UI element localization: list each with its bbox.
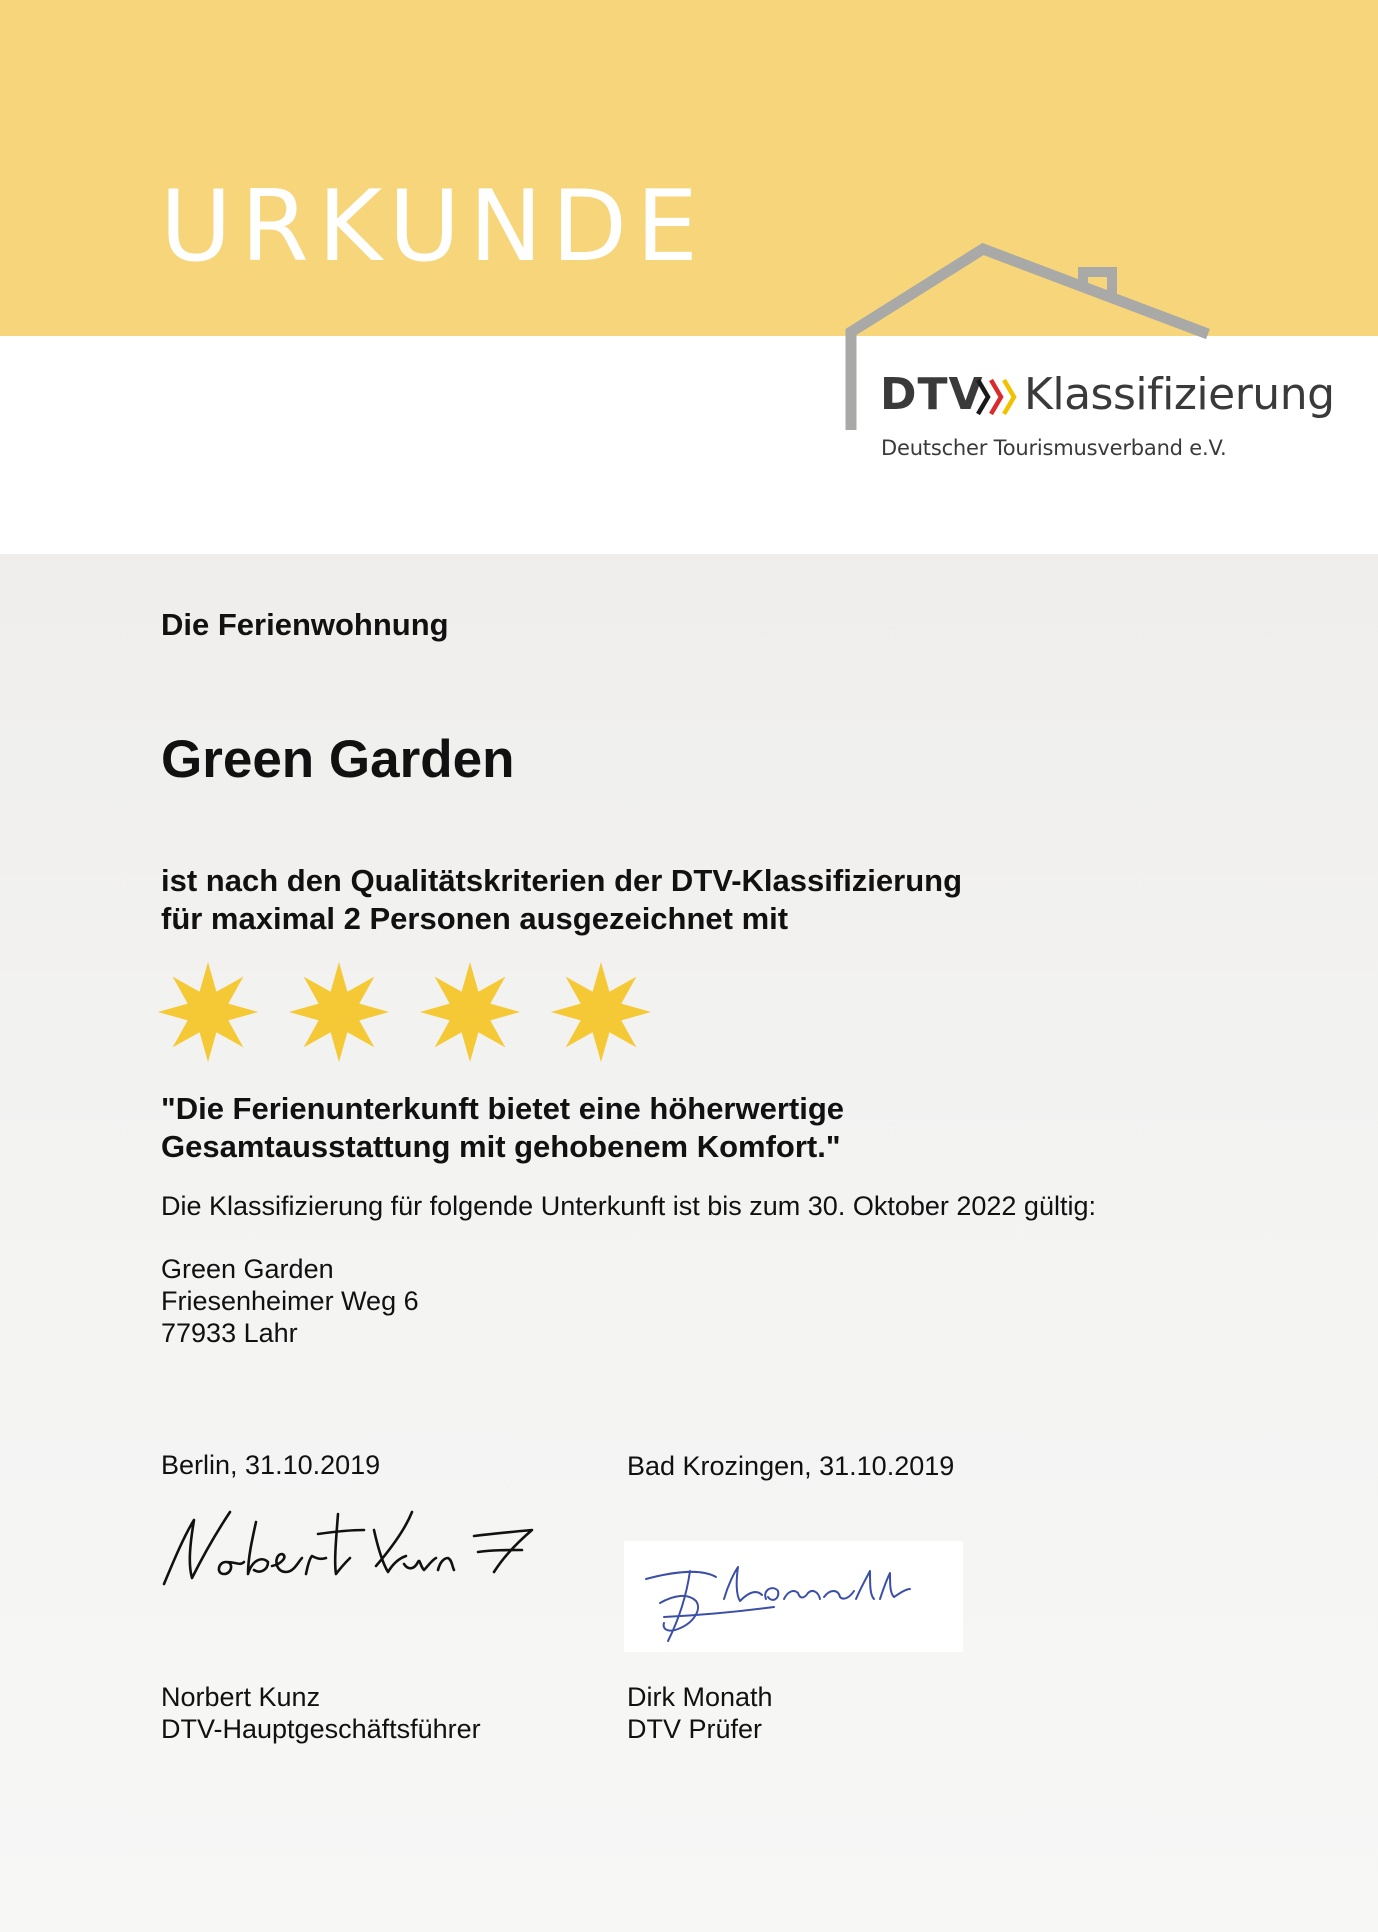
signature-dirk-monath: [624, 1541, 963, 1652]
sun-star-icon: [420, 962, 520, 1062]
signer-role: DTV Prüfer: [627, 1714, 763, 1744]
signature-place-date-left: Berlin, 31.10.2019: [161, 1450, 381, 1480]
criteria-text: [161, 862, 962, 938]
accommodation-name: Green Garden: [161, 730, 515, 789]
address-line: 77933 Lahr: [161, 1318, 298, 1348]
address-line: Green Garden: [161, 1254, 334, 1284]
chevrons-icon: [974, 376, 1022, 418]
quote-line: Gesamtausstattung mit gehobenem Komfort.": [161, 1129, 841, 1164]
accommodation-type: Die Ferienwohnung: [161, 607, 449, 642]
address-block: [161, 1253, 419, 1349]
signature-box-right: [624, 1541, 963, 1652]
criteria-line: für maximal 2 Personen ausgezeichnet mit: [161, 901, 789, 936]
quote-line: "Die Ferienunterkunft bietet eine höherwertige: [161, 1091, 845, 1126]
sun-star-icon: [158, 962, 258, 1062]
signer-name: Norbert Kunz: [161, 1682, 321, 1712]
signer-left: [161, 1681, 481, 1745]
criteria-line: ist nach den Qualitätskriterien der DTV-Klassifizierung: [161, 863, 963, 898]
page-title: URKUNDE: [160, 170, 707, 284]
signer-name: Dirk Monath: [627, 1682, 773, 1712]
logo-subtitle: Deutscher Tourismusverband e.V.: [881, 436, 1227, 460]
logo-word: Klassifizierung: [1024, 369, 1335, 420]
signature-norbert-kunz: [160, 1500, 560, 1600]
signer-right: [627, 1681, 773, 1745]
sun-star-icon: [551, 962, 651, 1062]
signer-role: DTV-Hauptgeschäftsführer: [161, 1714, 481, 1744]
address-line: Friesenheimer Weg 6: [161, 1286, 419, 1316]
quality-quote: [161, 1090, 844, 1166]
header-band: [0, 0, 1378, 336]
star-rating: [156, 957, 666, 1067]
signature-place-date-right: Bad Krozingen, 31.10.2019: [627, 1451, 955, 1481]
sun-star-icon: [289, 962, 389, 1062]
validity-text: Die Klassifizierung für folgende Unterkunft ist bis zum 30. Oktober 2022 gültig:: [161, 1191, 1096, 1221]
logo-brand: DTV: [880, 369, 984, 420]
